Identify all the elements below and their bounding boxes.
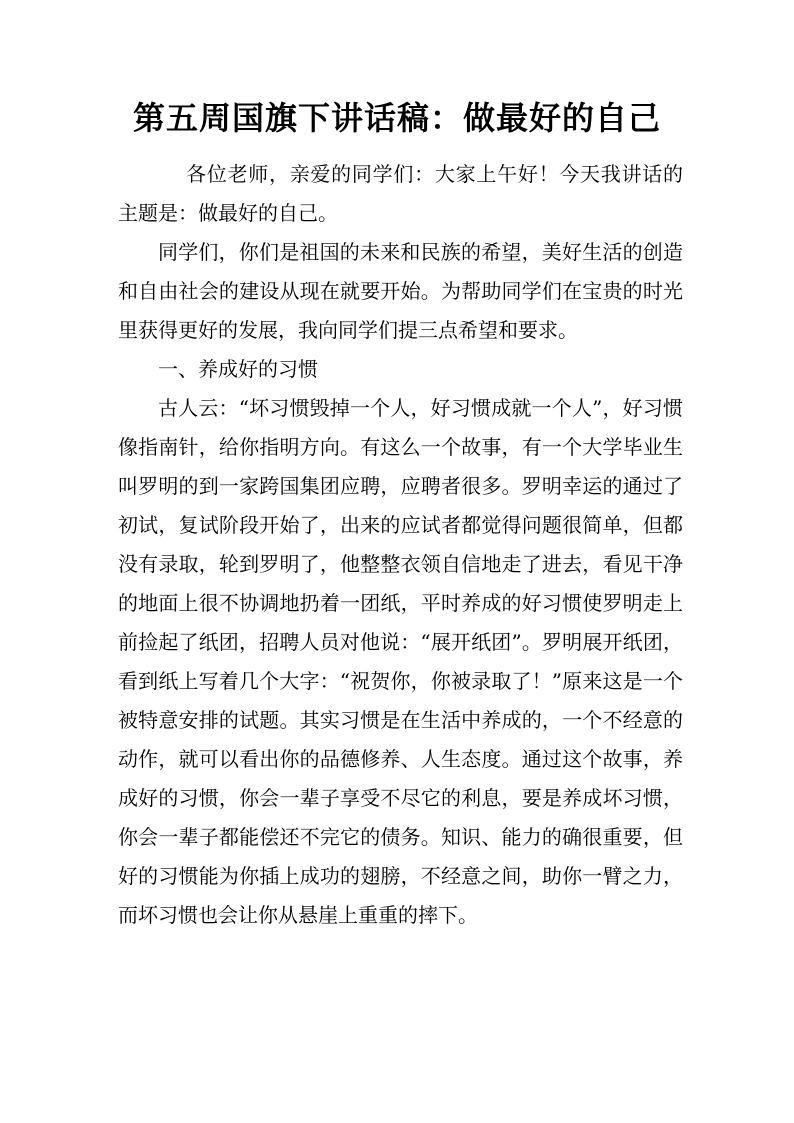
story-paragraph: 古人云：“坏习惯毁掉一个人，好习惯成就一个人”，好习惯像指南针，给你指明方向。有这么一个故事，有一个大学毕业生叫罗明的到一家跨国集团应聘，应聘者很多。罗明幸运的通过了初试，复试阶段开始了，出来的应试者都觉得问题很简单，但都没有录取，轮到罗明了，他整整衣领自信地走了进去，看见干净的地面上很不协调地扔着一团纸，平时养成的好习惯使罗明走上前捡起了纸团，招聘人员对他说：“展开纸团”。罗明展开纸团，看到纸上写着几个大字：“祝贺你，你被录取了！”原来这是一个被特意安排的试题。其实习惯是在生活中养成的，一个不经意的动作，就可以看出你的品德修养、人生态度。通过这个故事，养成好的习惯，你会一辈子享受不尽它的利息，要是养成坏习惯，你会一辈子都能偿还不完它的债务。知识、能力的确很重要，但好的习惯能为你插上成功的翅膀，不经意之间，助你一臂之力，而坏习惯也会让你从悬崖上重重的摔下。 — [118, 396, 683, 927]
section-heading: 一、养成好的习惯 — [158, 357, 318, 381]
page-title: 第五周国旗下讲话稿：做最好的自己 — [132, 99, 661, 137]
speech-body — [118, 155, 683, 935]
intro-paragraph: 同学们，你们是祖国的未来和民族的希望，美好生活的创造和自由社会的建设从现在就要开始。为帮助同学们在宝贵的时光里获得更好的发展，我向同学们提三点希望和要求。 — [118, 240, 683, 342]
greeting-paragraph: 各位老师，亲爱的同学们：大家上午好！今天我讲话的主题是：做最好的自己。 — [118, 162, 683, 225]
